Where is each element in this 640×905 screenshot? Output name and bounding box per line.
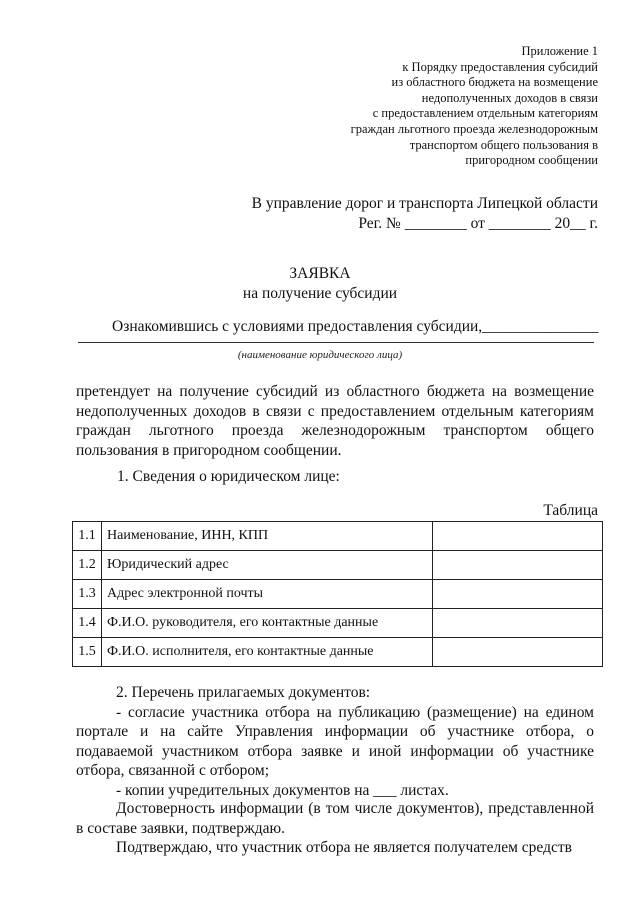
documents-item-copies: - копии учредительных документов на ___ листах. (116, 781, 449, 799)
row-value (433, 522, 603, 551)
intro-line: Ознакомившись с условиями предоставления субсидии,_______________ (112, 318, 599, 335)
table-row (73, 638, 603, 667)
appendix-header (351, 44, 598, 169)
addressee-block (252, 194, 598, 234)
row-label: Юридический адрес (102, 551, 433, 580)
appendix-line: пригородном сообщении (465, 153, 598, 168)
section-2-block (76, 683, 594, 800)
row-label: Адрес электронной почты (102, 580, 433, 609)
row-number: 1.3 (73, 580, 102, 609)
title-sub: на получение субсидии (242, 285, 398, 302)
section-1-heading: 1. Сведения о юридическом лице: (117, 468, 340, 485)
paragraph-last: Подтверждаю, что участник отбора не является получателем средств (116, 839, 572, 856)
appendix-line: транспортом общего пользования в (409, 137, 598, 152)
row-label: Ф.И.О. исполнителя, его контактные данные (102, 638, 433, 667)
table-row (73, 609, 603, 638)
appendix-line: недополученных доходов в связи (421, 90, 598, 105)
table-row (73, 522, 603, 551)
appendix-line: граждан льготного проезда железнодорожным (350, 121, 598, 136)
section-2-heading: 2. Перечень прилагаемых документов: (116, 684, 371, 701)
paragraph-claim: претендует на получение субсидий из областного бюджета на возмещение недополученных доходов в связи с предоставлением отдельным категориям граждан льготного проезда железнодорожным транспортом общего пользования в пригородном сообщении. (76, 383, 594, 459)
table-row (73, 551, 603, 580)
appendix-line: с предоставлением отдельным категориям (372, 106, 598, 121)
confirm-block (76, 799, 594, 858)
row-value (433, 551, 603, 580)
row-label: Ф.И.О. руководителя, его контактные данные (102, 609, 433, 638)
row-number: 1.5 (73, 638, 102, 667)
entity-name-caption: (наименование юридического лица) (237, 349, 403, 361)
appendix-line: из областного бюджета на возмещение (391, 75, 598, 90)
title-main: ЗАЯВКА (289, 265, 351, 282)
paragraph-confirm: Достоверность информации (в том числе документов), представленной в составе заявки, подтверждаю. (76, 800, 594, 837)
row-number: 1.1 (73, 522, 102, 551)
entity-info-table (72, 521, 603, 667)
row-value (433, 609, 603, 638)
row-label: Наименование, ИНН, КПП (102, 522, 433, 551)
row-number: 1.2 (73, 551, 102, 580)
table-label: Таблица (543, 502, 598, 519)
addressee-line: В управление дорог и транспорта Липецкой области (251, 195, 598, 212)
entity-name-line (78, 342, 594, 343)
appendix-line: Приложение 1 (521, 44, 598, 58)
documents-item-consent: - согласие участника отбора на публикацию (размещение) на едином портале и на сайте Управления информации об участнике отбора, о подаваемой участником отбора заявке и иной информации об участнике отбора, связанной с отбором; (76, 703, 594, 779)
row-value (433, 580, 603, 609)
registration-line: Рег. № ________ от ________ 20__ г. (358, 215, 598, 232)
row-value (433, 638, 603, 667)
table-row (73, 580, 603, 609)
document-title (0, 264, 640, 304)
row-number: 1.4 (73, 609, 102, 638)
appendix-line: к Порядку предоставления субсидий (402, 59, 598, 74)
